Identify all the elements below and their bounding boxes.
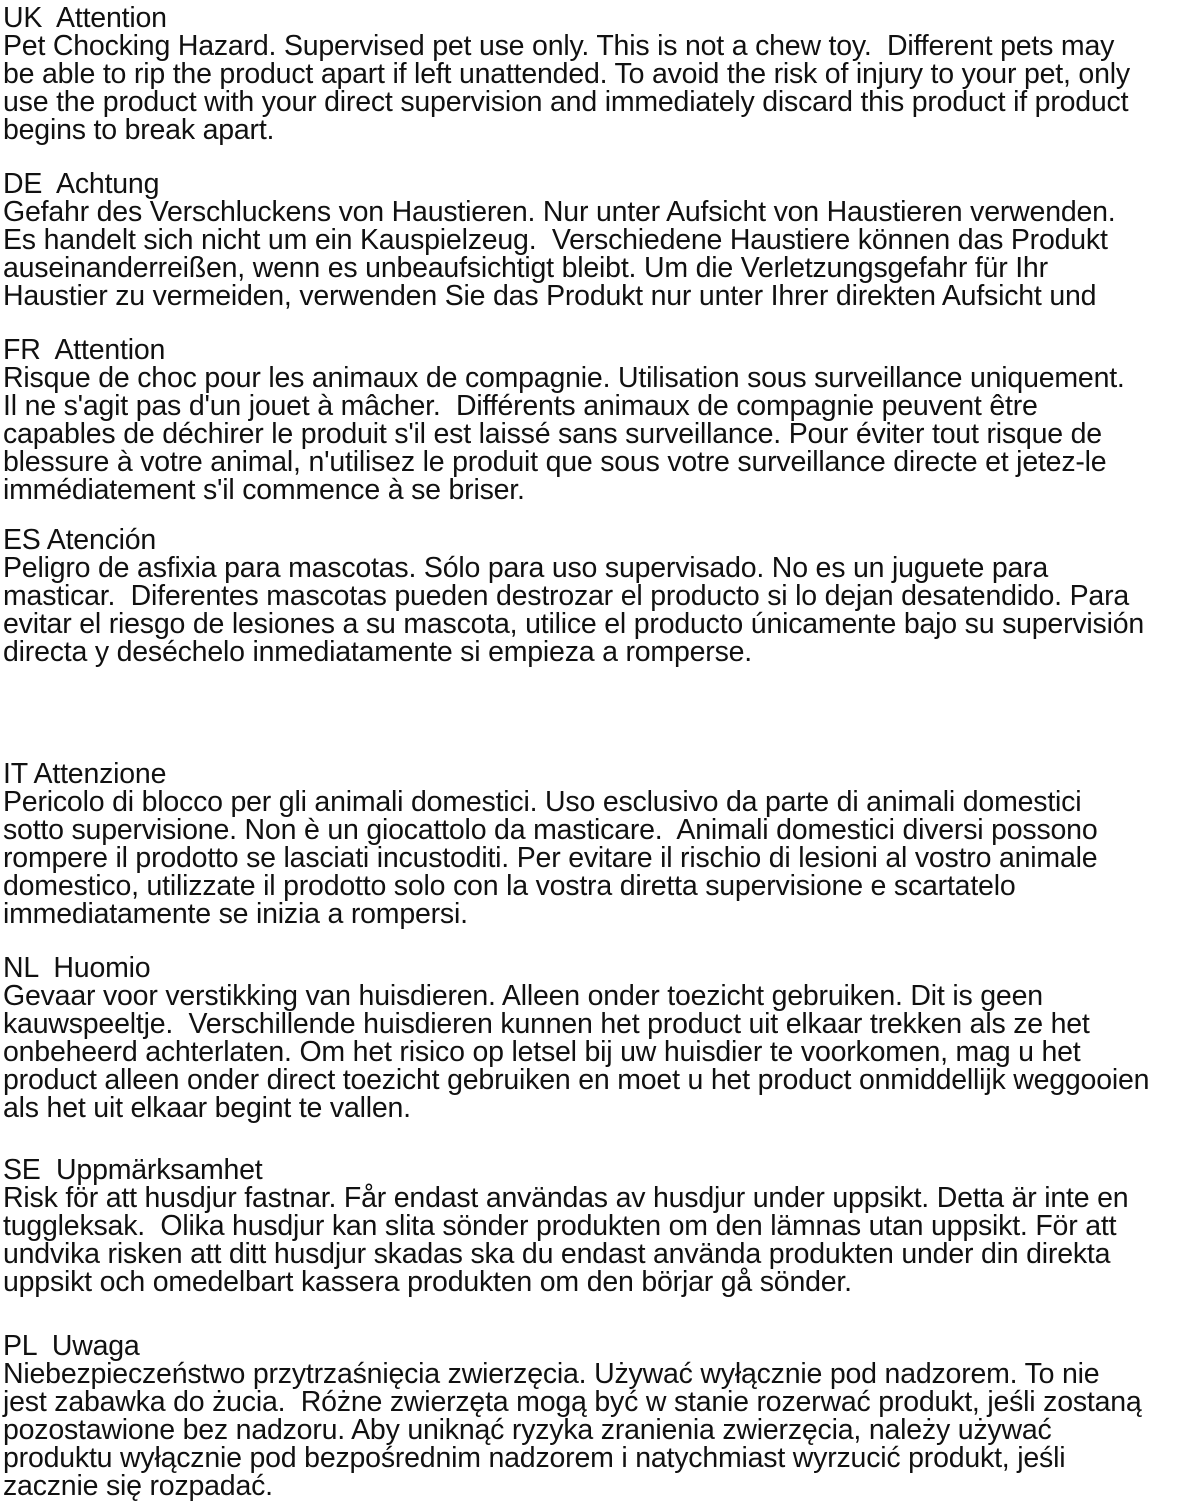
warning-section-es — [3, 526, 1197, 666]
section-heading-nl: NL Huomio — [3, 952, 151, 984]
text-line: undvika risken att ditt husdjur skadas ska du endast använda produkten under din direkta — [3, 1238, 1111, 1270]
text-line: Gefahr des Verschluckens von Haustieren. Nur unter Aufsicht von Haustieren verwenden. — [3, 196, 1116, 228]
text-line: masticar. Diferentes mascotas pueden destrozar el producto si lo dejan desatendido. Para — [3, 580, 1130, 612]
text-line: sotto supervisione. Non è un giocattolo da masticare. Animali domestici diversi possono — [3, 814, 1098, 846]
text-line: Risk för att husdjur fastnar. Får endast användas av husdjur under uppsikt. Detta är inte en — [3, 1182, 1129, 1214]
text-line: Haustier zu vermeiden, verwenden Sie das Produkt nur unter Ihrer direkten Aufsicht und — [3, 280, 1097, 312]
text-line: Es handelt sich nicht um ein Kauspielzeug. Verschiedene Haustiere können das Produkt — [3, 224, 1108, 256]
text-line: jest zabawka do żucia. Różne zwierzęta mogą być w stanie rozerwać produkt, jeśli zostaną — [3, 1386, 1142, 1418]
warning-section-it — [3, 760, 1197, 928]
text-line: Gevaar voor verstikking van huisdieren. Alleen onder toezicht gebruiken. Dit is geen — [3, 980, 1043, 1012]
text-line: evitar el riesgo de lesiones a su mascota, utilice el producto únicamente bajo su supervisión — [3, 608, 1145, 640]
section-heading-fr: FR Attention — [3, 334, 166, 366]
text-line: Pericolo di blocco per gli animali domestici. Uso esclusivo da parte di animali domestici — [3, 786, 1082, 818]
text-line: use the product with your direct supervision and immediately discard this product if product — [3, 86, 1129, 118]
section-heading-se: SE Uppmärksamhet — [3, 1154, 263, 1186]
text-line: immédiatement s'il commence à se briser. — [3, 474, 525, 506]
section-body-nl — [3, 982, 1197, 1122]
text-line: begins to break apart. — [3, 114, 275, 146]
warning-section-se — [3, 1156, 1197, 1296]
text-line: domestico, utilizzate il prodotto solo con la vostra diretta supervisione e scartatelo — [3, 870, 1016, 902]
text-line: produktu wyłącznie pod bezpośrednim nadzorem i natychmiast wyrzucić produkt, jeśli — [3, 1442, 1066, 1474]
section-heading-es: ES Atención — [3, 524, 157, 556]
section-body-fr — [3, 364, 1197, 504]
text-line: directa y deséchelo inmediatamente si empieza a romperse. — [3, 636, 752, 668]
text-line: Niebezpieczeństwo przytrzaśnięcia zwierzęcia. Używać wyłącznie pod nadzorem. To nie — [3, 1358, 1100, 1390]
text-line: capables de déchirer le produit s'il est laissé sans surveillance. Pour éviter tout risque de — [3, 418, 1102, 450]
section-body-de — [3, 198, 1197, 310]
section-heading-pl: PL Uwaga — [3, 1330, 140, 1362]
warning-section-nl — [3, 954, 1197, 1122]
text-line: blessure à votre animal, n'utilisez le produit que sous votre surveillance directe et jetez-le — [3, 446, 1107, 478]
section-body-uk — [3, 32, 1197, 144]
section-heading-it: IT Attenzione — [3, 758, 167, 790]
text-line: onbeheerd achterlaten. Om het risico op letsel bij uw huisdier te voorkomen, mag u het — [3, 1036, 1081, 1068]
text-line: auseinanderreißen, wenn es unbeaufsichtigt bleibt. Um die Verletzungsgefahr für Ihr — [3, 252, 1048, 284]
text-line: tuggleksak. Olika husdjur kan slita sönder produkten om den lämnas utan uppsikt. För att — [3, 1210, 1117, 1242]
section-body-se — [3, 1184, 1197, 1296]
text-line: Il ne s'agit pas d'un jouet à mâcher. Différents animaux de compagnie peuvent être — [3, 390, 1038, 422]
warning-section-uk — [3, 4, 1197, 144]
text-line: kauwspeeltje. Verschillende huisdieren kunnen het product uit elkaar trekken als ze het — [3, 1008, 1090, 1040]
text-line: product alleen onder direct toezicht gebruiken en moet u het product onmiddellijk weggooien — [3, 1064, 1150, 1096]
section-body-it — [3, 788, 1197, 928]
section-body-pl — [3, 1360, 1197, 1500]
section-body-es — [3, 554, 1197, 666]
text-line: rompere il prodotto se lasciati incustoditi. Per evitare il rischio di lesioni al vostro animale — [3, 842, 1098, 874]
text-line: zacznie się rozpadać. — [3, 1470, 273, 1502]
warning-section-de — [3, 170, 1197, 310]
text-line: als het uit elkaar begint te vallen. — [3, 1092, 411, 1124]
text-line: immediatamente se inizia a rompersi. — [3, 898, 468, 930]
warning-section-pl — [3, 1332, 1197, 1500]
text-line: uppsikt och omedelbart kassera produkten om den börjar gå sönder. — [3, 1266, 852, 1298]
text-line: Peligro de asfixia para mascotas. Sólo para uso supervisado. No es un juguete para — [3, 552, 1049, 584]
text-line: pozostawione bez nadzoru. Aby uniknąć ryzyka zranienia zwierzęcia, należy używać — [3, 1414, 1052, 1446]
text-line: Risque de choc pour les animaux de compagnie. Utilisation sous surveillance uniquement. — [3, 362, 1125, 394]
section-heading-de: DE Achtung — [3, 168, 160, 200]
section-heading-uk: UK Attention — [3, 2, 167, 34]
text-line: be able to rip the product apart if left unattended. To avoid the risk of injury to your pet, only — [3, 58, 1130, 90]
warning-section-fr — [3, 336, 1197, 504]
text-line: Pet Chocking Hazard. Supervised pet use only. This is not a chew toy. Different pets may — [3, 30, 1115, 62]
